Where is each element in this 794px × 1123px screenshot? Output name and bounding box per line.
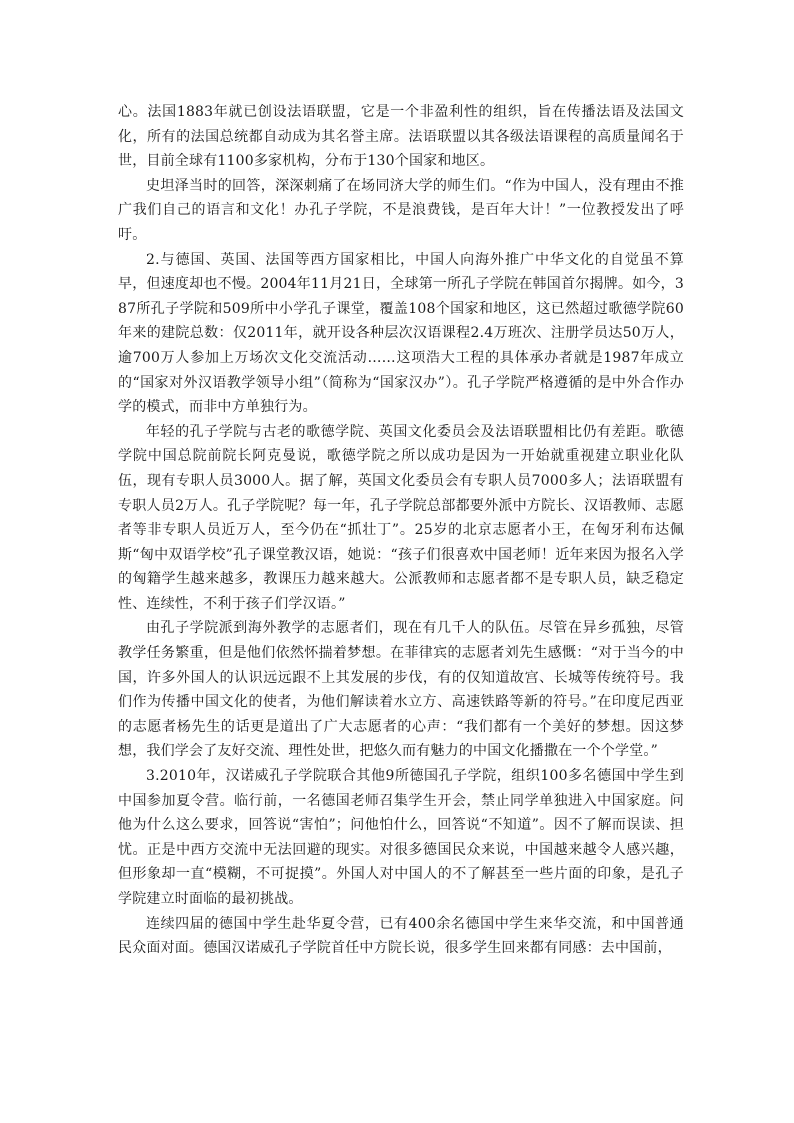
paragraph: 年轻的孔子学院与古老的歌德学院、英国文化委员会及法语联盟相比仍有差距。歌德学院中国总院前院长阿克曼说，歌德学院之所以成功是因为一开始就重视建立职业化队伍，现有专职人员3000人。据了解，英国文化委员会有专职人员7000多人；法语联盟有专职人员2万人。孔子学院呢？每一年，孔子学院总部都要外派中方院长、汉语教师、志愿者等非专职人员近万人，至今仍在“抓壮丁”。25岁的北京志愿者小王，在匈牙利布达佩斯“匈中双语学校”孔子课堂教汉语，她说：“孩子们很喜欢中国老师！近年来因为报名入学的匈籍学生越来越多，教课压力越来越大。公派教师和志愿者都不是专职人员，缺乏稳定性、连续性，不利于孩子们学汉语。”	[118, 423, 684, 612]
paragraph: 连续四届的德国中学生赴华夏令营，已有400余名德国中学生来华交流，和中国普通民众面对面。德国汉诺威孔子学院首任中方院长说，很多学生回来都有同感：去中国前，	[118, 915, 684, 957]
paragraph: 史坦泽当时的回答，深深刺痛了在场同济大学的师生们。“作为中国人，没有理由不推广我们自己的语言和文化！办孔子学院，不是浪费钱，是百年大计！”一位教授发出了呼吁。	[118, 177, 684, 243]
paragraph: 由孔子学院派到海外教学的志愿者们，现在有几千人的队伍。尽管在异乡孤独，尽管教学任务繁重，但是他们依然怀揣着梦想。在菲律宾的志愿者刘先生感慨：“对于当今的中国，许多外国人的认识远远跟不上其发展的步伐，有的仅知道故宫、长城等传统符号。我们作为传播中国文化的使者，为他们解读着水立方、高速铁路等新的符号。”在印度尼西亚的志愿者杨先生的话更是道出了广大志愿者的心声：“我们都有一个美好的梦想。因这梦想，我们学会了友好交流、理性处世，把悠久而有魅力的中国文化播撒在一个个学堂。”	[118, 620, 684, 760]
paragraph: 心。法国1883年就已创设法语联盟，它是一个非盈利性的组织，旨在传播法语及法国文化，所有的法国总统都自动成为其名誉主席。法语联盟以其各级法语课程的高质量闻名于世，目前全球有1100多家机构，分布于130个国家和地区。	[118, 104, 684, 170]
paragraph: 2.与德国、英国、法国等西方国家相比，中国人向海外推广中华文化的自觉虽不算早，但速度却也不慢。2004年11月21日，全球第一所孔子学院在韩国首尔揭牌。如今，387所孔子学院和509所中小学孔子课堂，覆盖108个国家和地区，这已然超过歌德学院60年来的建院总数：仅2011年，就开设各种层次汉语课程2.4万班次、注册学员达50万人，逾700万人参加上万场次文化交流活动……这项浩大工程的具体承办者就是1987年成立的“国家对外汉语教学领导小组”（简称为“国家汉办”）。孔子学院严格遵循的是中外合作办学的模式，而非中方单独行为。	[118, 251, 684, 416]
paragraph: 3.2010年，汉诺威孔子学院联合其他9所德国孔子学院，组织100多名德国中学生到中国参加夏令营。临行前，一名德国老师召集学生开会，禁止同学单独进入中国家庭。问他为什么这么要求，回答说“害怕”；问他怕什么，回答说“不知道”。因不了解而误读、担忧。正是中西方交流中无法回避的现实。对很多德国民众来说，中国越来越令人感兴趣，但形象却一直“模糊，不可捉摸”。外国人对中国人的不了解甚至一些片面的印象，是孔子学院建立时面临的最初挑战。	[118, 768, 684, 907]
document-page	[118, 100, 684, 961]
